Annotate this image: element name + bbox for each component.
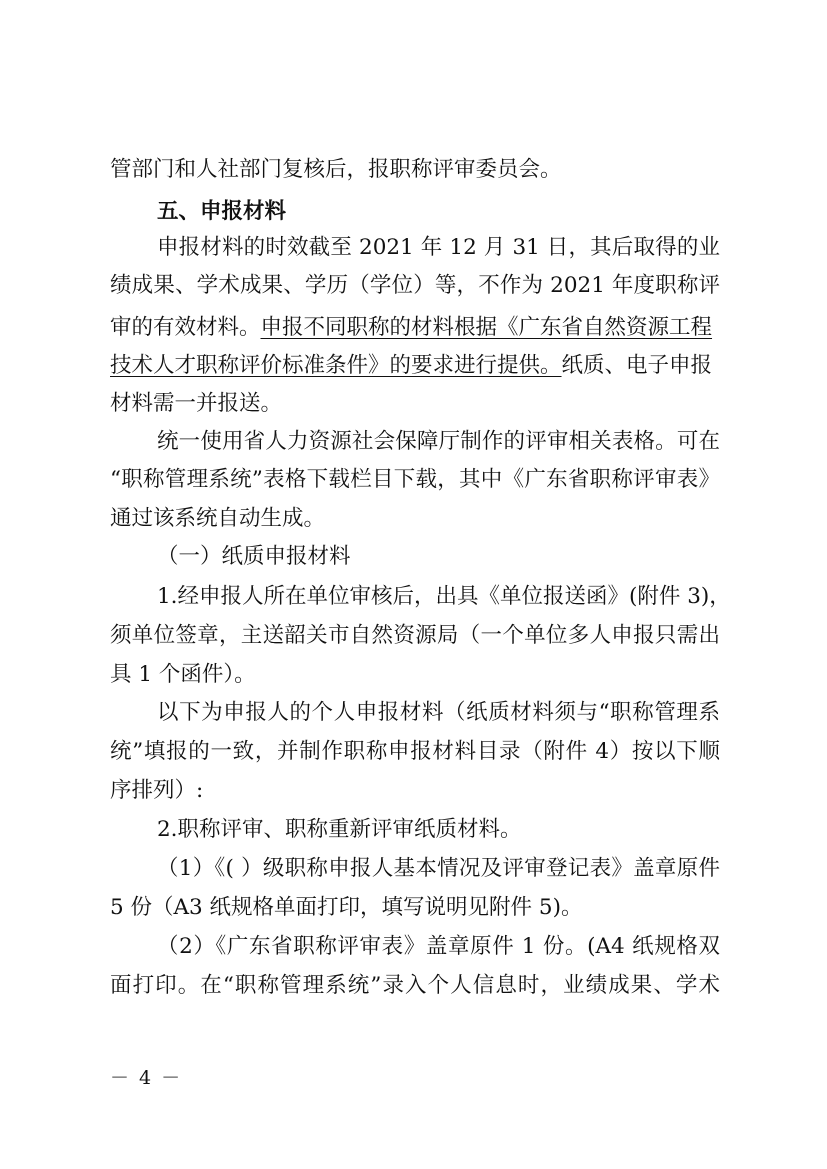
paragraph-line <box>110 314 720 342</box>
paragraph-line <box>110 352 720 380</box>
paragraph-line: 2.职称评审、职称重新评审纸质材料。 <box>157 817 522 842</box>
paragraph-line: 绩成果、学术成果、学历（学位）等，不作为 2021 年度职称评 <box>110 273 720 298</box>
paragraph-line: 统一使用省人力资源社会保障厅制作的评审相关表格。可在 <box>157 429 720 454</box>
paragraph-line: 1.经申报人所在单位审核后，出具《单位报送函》(附件 3)， <box>157 584 731 609</box>
page-number: － 4 － <box>110 1067 183 1089</box>
subsection-heading: （一）纸质申报材料 <box>157 544 351 569</box>
paragraph-line: 材料需一并报送。 <box>110 391 283 416</box>
underlined-text: 申报不同职称的材料根据《广东省自然资源工程 <box>260 315 713 340</box>
paragraph-line: 须单位签章，主送韶关市自然资源局（一个单位多人申报只需出 <box>110 623 720 648</box>
paragraph-line: 管部门和人社部门复核后，报职称评审委员会。 <box>110 157 562 182</box>
paragraph-line: 申报材料的时效截至 2021 年 12 月 31 日，其后取得的业 <box>157 235 720 260</box>
paragraph-line: 面打印。在“职称管理系统”录入个人信息时，业绩成果、学术 <box>110 973 720 998</box>
plain-text: 审的有效材料。 <box>110 315 261 340</box>
paragraph-line: 序排列）: <box>110 778 204 803</box>
paragraph-line: （1）《( ）级职称申报人基本情况及评审登记表》盖章原件 <box>157 856 720 881</box>
paragraph-line: 具 1 个函件）。 <box>110 662 256 687</box>
paragraph-line: 统”填报的一致，并制作职称申报材料目录（附件 4）按以下顺 <box>110 739 720 764</box>
plain-text: 纸质、电子申报 <box>561 353 713 378</box>
paragraph-line: 以下为申报人的个人申报材料（纸质材料须与“职称管理系 <box>157 700 720 725</box>
section-heading: 五、申报材料 <box>157 199 287 224</box>
paragraph-line: 5 份（A3 纸规格单面打印，填写说明见附件 5)。 <box>110 895 583 920</box>
paragraph-line: “职称管理系统”表格下载栏目下载，其中《广东省职称评审表》 <box>110 467 720 492</box>
paragraph-line: （2）《广东省职称评审表》盖章原件 1 份。(A4 纸规格双 <box>157 934 720 959</box>
paragraph-line: 通过该系统自动生成。 <box>110 506 326 531</box>
underlined-text: 技术人才职称评价标准条件》的要求进行提供。 <box>110 353 562 378</box>
